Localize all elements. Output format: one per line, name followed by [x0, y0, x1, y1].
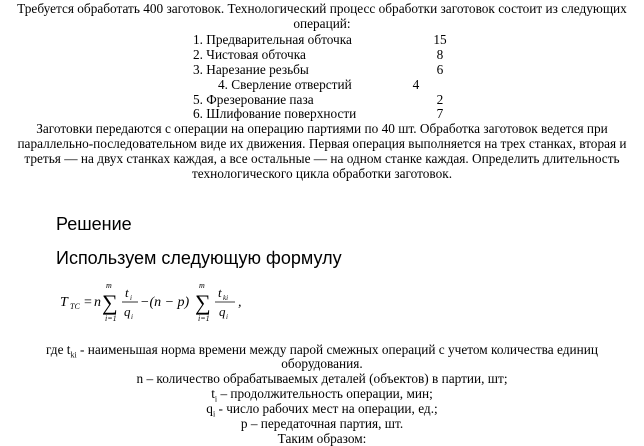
operation-name: 1. Предварительная обточка [193, 32, 352, 47]
operation-name: 3. Нарезание резьбы [193, 62, 309, 77]
where-line-2: оборудования. [281, 356, 363, 371]
sum1-sigma: ∑ [102, 290, 118, 315]
definition-n: n – количество обрабатываемых деталей (объектов) в партии, шт; [136, 371, 508, 386]
svg-text:=: = [84, 295, 92, 310]
sum2-sigma: ∑ [195, 290, 211, 315]
frac1-num: t [125, 285, 129, 300]
problem-line-2: операций: [293, 16, 351, 31]
operation-value: 8 [436, 47, 444, 62]
operation-value: 7 [436, 106, 444, 121]
definition-p: р – передаточная партия, шт. [240, 416, 404, 431]
description-line-1: Заготовки передаются с операции на операцию партиями по 40 шт. Обработка заготовок ведется при [36, 121, 608, 136]
thus-line: Таким образом: [277, 431, 367, 446]
operation-name: 2. Чистовая обточка [193, 47, 306, 62]
sum2-upper: m [199, 281, 205, 290]
operation-value: 4 [412, 77, 420, 92]
description-line-2: параллельно-последовательном виде их движения. Первая операция выполняется на трех станках, вторая и [17, 136, 627, 151]
formula-lhs-sub: TC [70, 302, 80, 311]
where-line-1: где $t_{ki}$ - наименьшая норма времени между парой смежных операций с учетом количества единиц [46, 342, 598, 360]
operation-name: 6. Шлифование поверхности [193, 106, 357, 121]
frac1-den: q [124, 304, 131, 319]
cycle-time-formula [58, 278, 258, 326]
operation-value: 6 [436, 62, 444, 77]
problem-line-1: Требуется обработать 400 заготовок. Технологический процесс обработки заготовок состоит из следующих [17, 1, 627, 16]
frac2-num-sub: ki [223, 294, 229, 302]
frac2-den: q [219, 304, 226, 319]
frac2-num: t [218, 285, 222, 300]
frac1-den-sub: i [131, 313, 133, 321]
operation-name: 4. Сверление отверстий [218, 77, 352, 92]
operation-value: 15 [433, 32, 447, 47]
formula-intro: Используем следующую формулу [56, 248, 342, 268]
formula-n: n [94, 295, 101, 310]
sum2-lower: i=1 [198, 314, 210, 323]
description-line-3: третья — на двух станках каждая, а все остальные — на одном станке каждая. Определить длительность [24, 151, 620, 166]
solution-heading: Решение [56, 214, 132, 234]
formula-tail: , [238, 295, 242, 310]
operation-value: 2 [436, 92, 444, 107]
formula-lhs: T [60, 295, 68, 310]
definition-q: $q_i$ - число рабочих мест на операции, ед.; [206, 401, 438, 419]
sum1-lower: i=1 [105, 314, 117, 323]
frac2-den-sub: i [226, 313, 228, 321]
sum1-upper: m [106, 281, 112, 290]
description-line-4: технологического цикла обработки заготовок. [191, 166, 453, 181]
frac1-num-sub: i [130, 294, 132, 302]
definition-t: $t_i$ – продолжительность операции, мин; [211, 386, 433, 404]
formula-middle: −(n − p) [140, 295, 190, 310]
operation-name: 5. Фрезерование паза [193, 92, 314, 107]
